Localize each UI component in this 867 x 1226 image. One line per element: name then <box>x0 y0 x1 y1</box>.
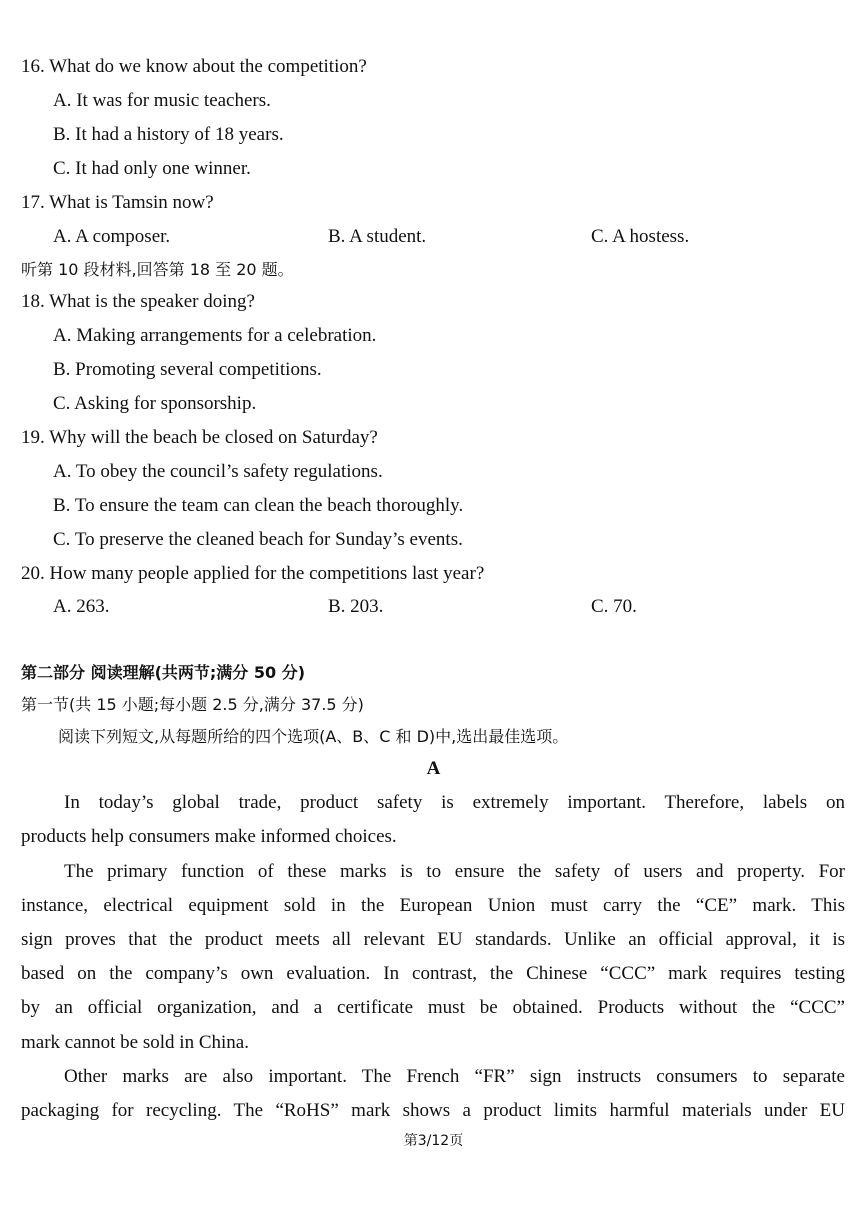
question-19-option-a: A. To obey the council’s safety regulations. <box>53 461 383 482</box>
question-17-option-b: B. A student. <box>328 226 427 247</box>
passage-p3-line-1: Other marks are also important. The French “FR” sign instructs consumers to separate <box>64 1066 845 1087</box>
question-20-option-c: C. 70. <box>591 596 637 617</box>
passage-p2-line-5: by an official organization, and a certificate must be obtained. Products without the “CCC” <box>21 997 845 1018</box>
question-20-stem: 20. How many people applied for the competitions last year? <box>21 563 485 584</box>
question-17-stem: 17. What is Tamsin now? <box>21 192 214 213</box>
question-18-option-a: A. Making arrangements for a celebration. <box>53 325 377 346</box>
question-19-stem: 19. Why will the beach be closed on Saturday? <box>21 427 378 448</box>
question-16-stem: 16. What do we know about the competition? <box>21 56 367 77</box>
question-17-option-c: C. A hostess. <box>591 226 690 247</box>
question-18-option-c: C. Asking for sponsorship. <box>53 393 257 414</box>
passage-p2-line-3: sign proves that the product meets all relevant EU standards. Unlike an official approval, it is <box>21 929 845 950</box>
passage-p1-line-1: In today’s global trade, product safety is extremely important. Therefore, labels on <box>64 792 845 813</box>
section-one-heading: 第一节(共 15 小题;每小题 2.5 分,满分 37.5 分) <box>21 695 364 714</box>
passage-p2-line-6: mark cannot be sold in China. <box>21 1032 249 1053</box>
question-20-option-b: B. 203. <box>328 596 384 617</box>
passage-title: A <box>426 758 441 779</box>
reading-instruction: 阅读下列短文,从每题所给的四个选项(A、B、C 和 D)中,选出最佳选项。 <box>58 727 569 746</box>
question-20-option-a: A. 263. <box>53 596 110 617</box>
question-19-option-b: B. To ensure the team can clean the beach thoroughly. <box>53 495 464 516</box>
passage-p2-line-4: based on the company’s own evaluation. In contrast, the Chinese “CCC” mark requires testing <box>21 963 845 984</box>
question-18-option-b: B. Promoting several competitions. <box>53 359 322 380</box>
passage-p3-line-2: packaging for recycling. The “RoHS” mark shows a product limits harmful materials under EU <box>21 1100 845 1121</box>
part-two-heading: 第二部分 阅读理解(共两节;满分 50 分) <box>21 663 306 682</box>
question-19-option-c: C. To preserve the cleaned beach for Sunday’s events. <box>53 529 463 550</box>
question-16-option-a: A. It was for music teachers. <box>53 90 271 111</box>
page-number-footer: 第3/12页 <box>403 1133 464 1149</box>
passage-p2-line-1: The primary function of these marks is to ensure the safety of users and property. For <box>64 861 845 882</box>
passage-p2-line-2: instance, electrical equipment sold in the European Union must carry the “CE” mark. This <box>21 895 845 916</box>
question-17-option-a: A. A composer. <box>53 226 171 247</box>
passage-p1-line-2: products help consumers make informed choices. <box>21 826 397 847</box>
question-16-option-b: B. It had a history of 18 years. <box>53 124 284 145</box>
question-16-option-c: C. It had only one winner. <box>53 158 251 179</box>
question-18-stem: 18. What is the speaker doing? <box>21 291 255 312</box>
listening-instruction-10: 听第 10 段材料,回答第 18 至 20 题。 <box>21 260 294 279</box>
